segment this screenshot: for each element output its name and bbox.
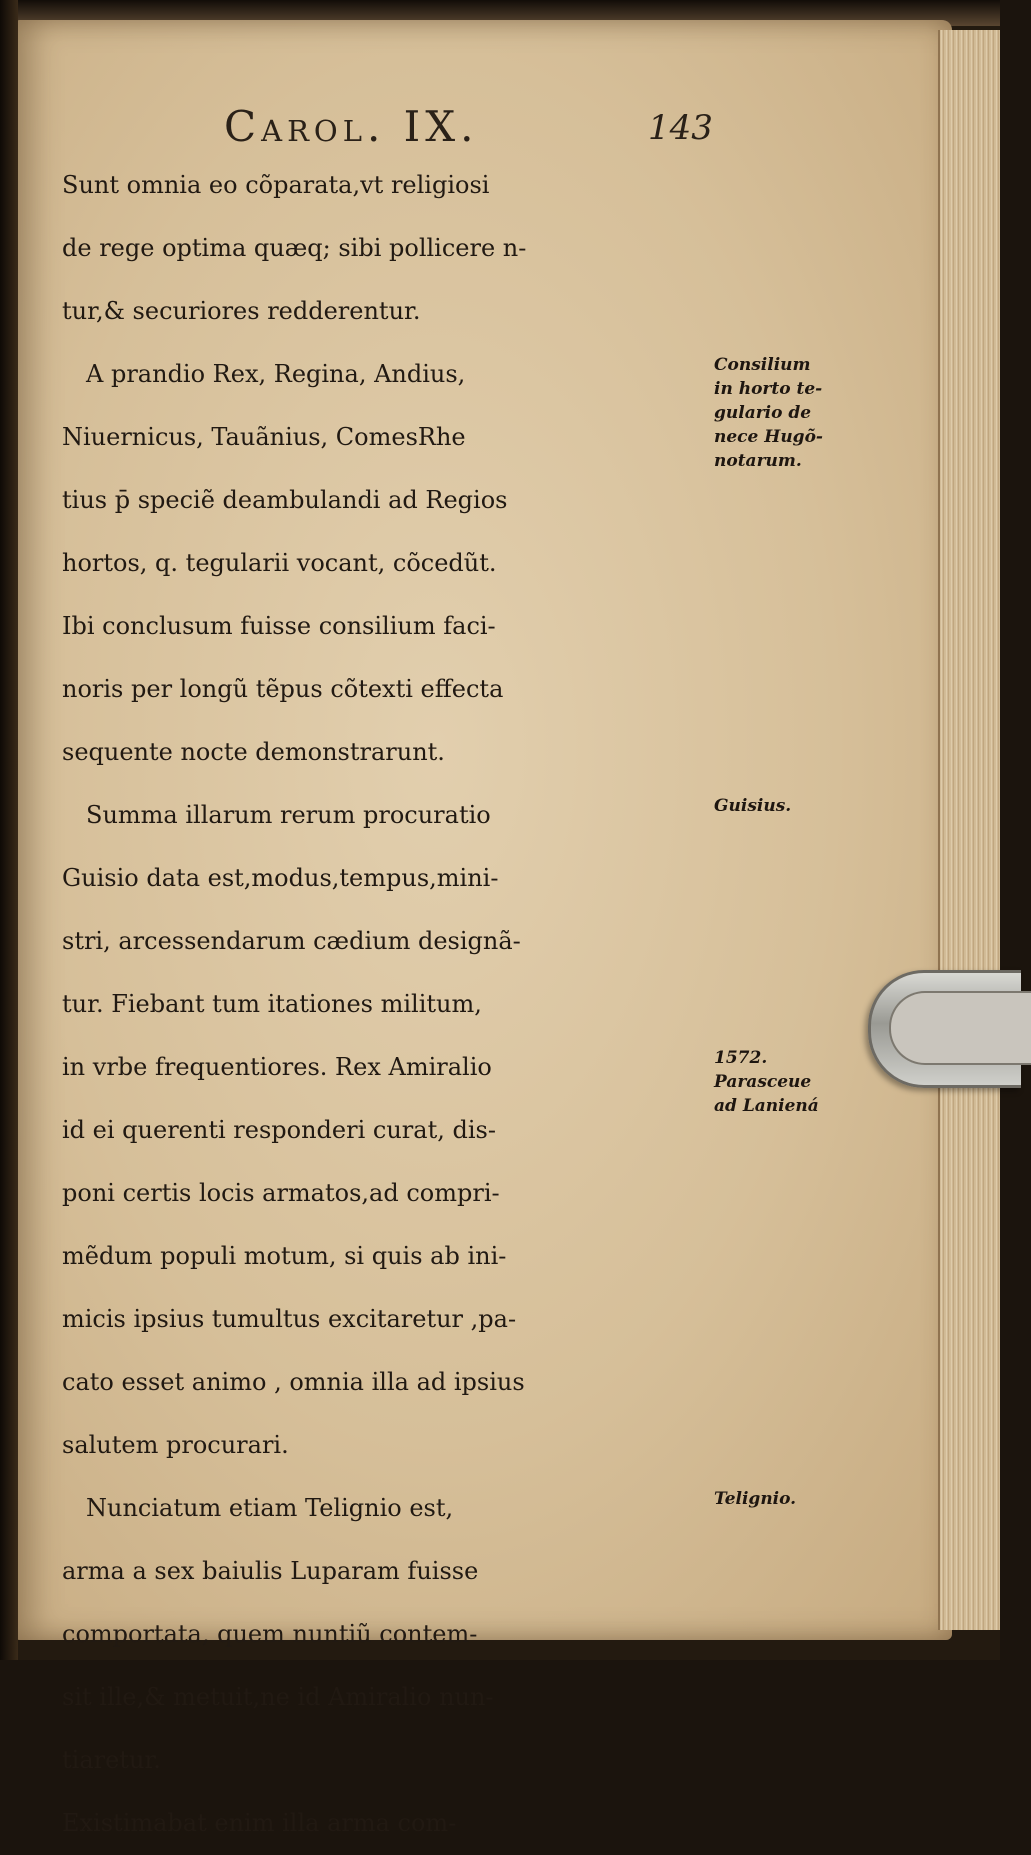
text-line: tius p̄ speciẽ deambulandi ad Regios	[62, 486, 508, 514]
text-line: id ei querenti responderi curat, dis-	[62, 1116, 496, 1144]
text-line: de rege optima quæq; sibi pollicere n-	[62, 234, 527, 262]
page-edges	[938, 30, 1000, 1630]
text-line: tiaretur.	[62, 1746, 161, 1774]
clasp-hook	[889, 991, 1031, 1065]
text-line: sequente nocte demonstrarunt.	[62, 738, 445, 766]
text-line: Nunciatum etiam Telignio est,	[86, 1494, 454, 1522]
text-line: cato esset animo , omnia illa ad ipsius	[62, 1368, 525, 1396]
running-head: Carol. IX.	[224, 102, 479, 151]
text-line: sit ille,& metuit,ne id Amiralio nun-	[62, 1683, 494, 1711]
marginal-note	[714, 1487, 864, 1511]
text-line: tur. Fiebant tum itationes militum,	[62, 990, 482, 1018]
marginal-note-line: gulario de	[714, 403, 812, 423]
text-line: tur,& securiores redderentur.	[62, 297, 421, 325]
marginal-note-line: in horto te-	[714, 379, 823, 399]
binding-shadow	[0, 0, 18, 1660]
text-line: Niuernicus, Tauãnius, ComesRhe	[62, 423, 466, 451]
marginal-note-line: Parasceue	[714, 1072, 812, 1092]
text-line: A prandio Rex, Regina, Andius,	[86, 360, 466, 388]
marginal-note	[714, 353, 864, 473]
text-line: in vrbe frequentiores. Rex Amiralio	[62, 1053, 492, 1081]
text-line: salutem procurari.	[62, 1431, 289, 1459]
marginal-note-line: 1572.	[714, 1048, 768, 1068]
marginal-note-line: ad Laniená	[714, 1096, 819, 1116]
marginal-note-line: Telignio.	[714, 1489, 797, 1509]
text-line: Summa illarum rerum procuratio	[86, 801, 491, 829]
text-line: hortos, q. tegularii vocant, cõcedũt.	[62, 549, 497, 577]
marginal-note	[714, 794, 864, 818]
text-line: Ibi conclusum fuisse consilium faci-	[62, 612, 496, 640]
text-line: poni certis locis armatos,ad compri-	[62, 1179, 500, 1207]
text-line: stri, arcessendarum cædium designã-	[62, 927, 521, 955]
text-line: Sunt omnia eo cõparata,vt religiosi	[62, 171, 490, 199]
marginal-note-line: Guisius.	[714, 796, 792, 816]
text-line: mẽdum populi motum, si quis ab ini-	[62, 1242, 507, 1270]
marginal-note-line: nece Hugõ-	[714, 427, 823, 447]
text-line: comportata, quem nuntiũ contem-	[62, 1620, 478, 1648]
text-line: Existimabat enim illa arma com-	[62, 1809, 457, 1837]
marginal-note-line: Consilium	[714, 355, 811, 375]
text-line: noris per longũ tẽpus cõtexti effecta	[62, 675, 504, 703]
metal-clasp	[868, 970, 1021, 1088]
text-line: arma a sex baiulis Luparam fuisse	[62, 1557, 479, 1585]
body-text	[62, 154, 712, 1855]
book-page	[14, 20, 952, 1837]
text-line: micis ipsius tumultus excitaretur ,pa-	[62, 1305, 517, 1333]
page-number: 143	[648, 108, 713, 148]
marginal-note-line: notarum.	[714, 451, 802, 471]
marginal-note	[714, 1046, 864, 1118]
text-line: Guisio data est,modus,tempus,mini-	[62, 864, 499, 892]
